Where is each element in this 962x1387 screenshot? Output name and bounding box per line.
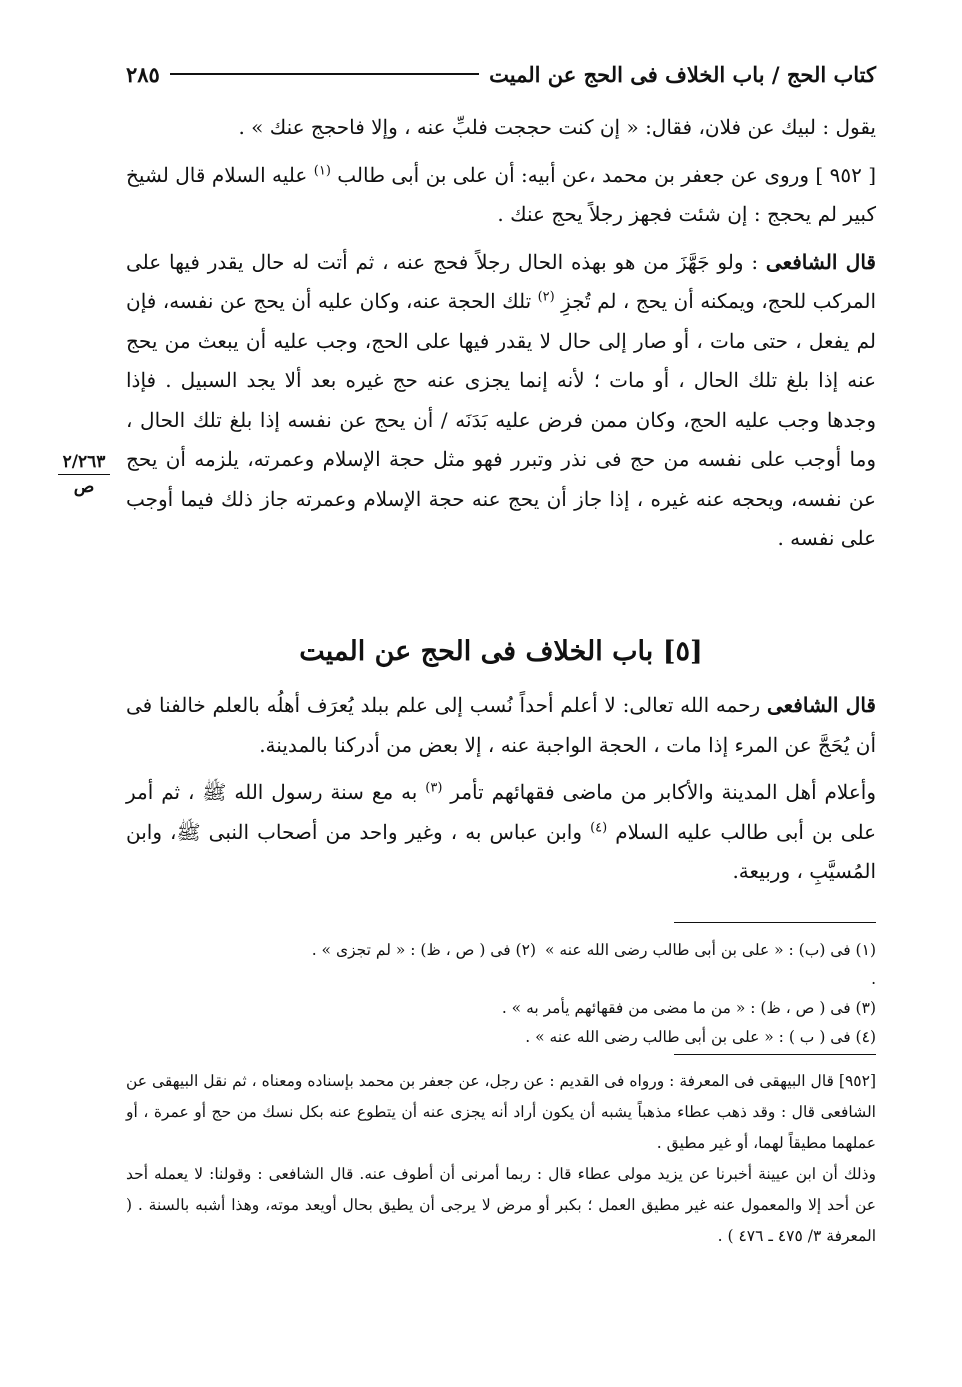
- footnote-1: (١) فى (ب) : « على بن أبى طالب رضى الله عنه » .: [545, 941, 876, 988]
- paragraph-shafii: [126, 243, 876, 559]
- paragraph-952: [126, 156, 876, 235]
- footnote-rule: [674, 922, 876, 923]
- speaker-label: قال الشافعى: [765, 249, 876, 274]
- paragraph-952-rest: عليه السلام قال لشيخ كبير لم يحجج : إن شئت فجهز رجلاً يحج عنك .: [126, 162, 876, 226]
- footnote-marker-4: (٤): [590, 819, 608, 835]
- footnote-row: [126, 936, 876, 994]
- paragraph-1: يقول : لبيك عن فلان، فقال: « إن كنت حججت فلبِّ عنه ، وإلا فاحجج عنك » .: [238, 115, 876, 139]
- commentary-paragraph-2: وذلك أن ابن عيينة أخبرنا عن يزيد مولى عطاء قال : ربما أمرنى أن أطوف عنه. قال الشافعى : وقولنا: لا يعمله أحد عن أحد إلا والمعمول عنه غير مطيق العمل ؛ بكبر أو مرض لا يرجى أن يطيق بحال أويعد موته، وهذا أشبه بالسنة . ( المعرفة ٣/ ٤٧٥ ـ ٤٧٦ ) .: [126, 1165, 876, 1245]
- margin-manuscript-reference: [58, 452, 110, 497]
- footnote-marker-2: (٢): [537, 289, 555, 305]
- footnotes: [126, 936, 876, 1052]
- header-rule: [170, 73, 479, 75]
- main-text: [126, 108, 876, 559]
- commentary-paragraph-1: [٩٥٢] قال البيهقى فى المعرفة : ورواه فى القديم : عن رجل، عن جعفر بن محمد بإسناده ومعناه ، ثم نقل البيهقى عن الشافعى قال : وقد ذهب عطاء مذهباً يشبه أن يكون أراد أنه يجزى عنه أن يتطوع عنه بكل نسك من حج أو عمرة ، أو عملهما مطيقاً لهما، أو غير مطيق .: [126, 1072, 876, 1152]
- commentary-rule: [674, 1054, 876, 1055]
- running-header: [126, 58, 876, 90]
- footnote-2: (٢) فى ( ص ، ظ) : « لم تجزى » .: [311, 941, 536, 959]
- section-text: [126, 686, 876, 892]
- paragraph-952-lead: [ ٩٥٢ ] وروى عن جعفر بن محمد ،عن أبيه: أن على بن أبى طالب: [337, 162, 877, 187]
- section-paragraph-2-part-c: وابن عباس به ، وغير واحد من أصحاب النبى ﷺ، وابن المُسيَّبِ ، وربيعة.: [126, 819, 876, 883]
- section-heading: [٥] باب الخلاف فى الحج عن الميت: [299, 636, 703, 667]
- footnote-4: (٤) فى ( ب ) : « على بن أبى طالب رضى الله عنه » .: [525, 1028, 876, 1046]
- page-number: ٢٨٥: [126, 61, 160, 87]
- section-paragraph-1: [126, 686, 876, 765]
- commentary: [126, 1066, 876, 1252]
- section-paragraph-1-text: رحمه الله تعالى: لا أعلم أحداً نُسب إلى علم ببلد يُعرَف أهلُه بالعلم خالفنا فى أن يُحَجَّ عن المرء إذا مات ، الحجة الواجبة عنه ، إلا بعض من أدركنا بالمدينة.: [126, 693, 876, 757]
- footnote-3: (٣) فى ( ص ، ظ) : « من ما مضى من فقهائهم يأمر به » .: [501, 999, 876, 1017]
- footnote-marker-3: (٣): [425, 780, 443, 796]
- margin-reference-number: ٢/٢٦٣: [58, 452, 110, 475]
- section-paragraph-2: [126, 773, 876, 892]
- paragraph-shafii-part-a: : ولو جَهَّزَ من هو بهذه الحال رجلاً فحج عنه ، ثم أتت له حال يقدر فيها على المركب للحج، ويمكنه أن يحج ، لم تُجزِ: [126, 249, 877, 313]
- running-title: كتاب الحج / باب الخلاف فى الحج عن الميت: [489, 61, 876, 87]
- section-speaker-label: قال الشافعى: [766, 693, 876, 717]
- paragraph-shafii-part-b: تلك الحجة عنه، وكان عليه أن يحج عن نفسه، فإن لم يفعل ، حتى مات ، أو صار إلى حال لا يقدر فيها على الحج، وجب عليه أن يبعث من يحج عنه إذا بلغ تلك الحال ، أو مات ؛ لأنه إنما يجزى عنه حج غيره بعد ألا يجد السبيل . فإذا وجدها وجب عليه الحج، وكان ممن فرض عليه بَدَنَه / أن يحج عن نفسه إذا بلغ تلك الحال ، وما أوجب على نفسه من حج فى نذر وتبرر فهو مثل حجة الإسلام وعمرته، يلزمه أن يحج عن نفسه، ويحجه عنه غيره ، إذا جاز أن يحج عنه حجة الإسلام وعمرته جاز ذلك فيما أوجب على نفسه .: [126, 289, 876, 550]
- section-paragraph-2-part-a: وأعلام أهل المدينة والأكابر من ماضى فقهائهم تأمر: [450, 780, 876, 804]
- margin-reference-siglum: ص: [73, 477, 95, 497]
- footnote-marker-1: (١): [313, 162, 331, 178]
- section-paragraph-2-part-b: به مع سنة رسول الله ﷺ ، ثم أمر على بن أبى طالب عليه السلام: [126, 780, 877, 844]
